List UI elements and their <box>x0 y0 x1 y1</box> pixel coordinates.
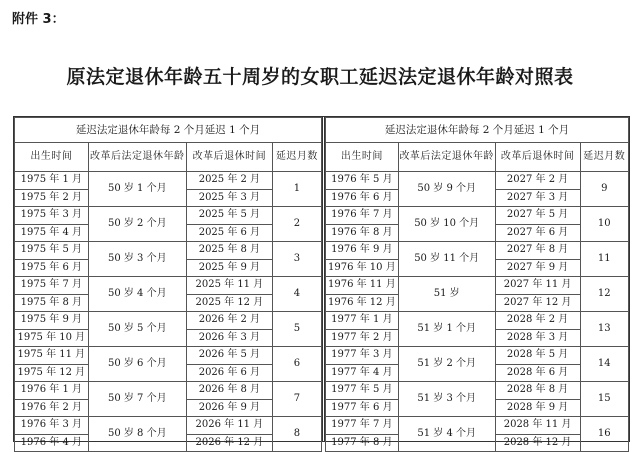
birth-date-cell: 1976 年 2 月 <box>15 399 89 417</box>
document-title: 原法定退休年龄五十周岁的女职工延迟法定退休年龄对照表 <box>66 66 574 88</box>
birth-date-cell: 1975 年 1 月 <box>15 172 89 190</box>
delay-months-cell: 13 <box>580 312 629 347</box>
retire-time-cell: 2027 年 12 月 <box>495 294 580 312</box>
retire-time-cell: 2026 年 8 月 <box>186 382 272 400</box>
delay-months-cell: 15 <box>580 382 629 417</box>
table-header-row <box>326 118 629 143</box>
retire-age-cell: 50 岁 2 个月 <box>88 207 186 242</box>
table-row <box>15 172 322 190</box>
birth-date-cell: 1975 年 5 月 <box>15 242 89 260</box>
column-header-row <box>15 143 322 172</box>
retire-time-cell: 2025 年 5 月 <box>186 207 272 225</box>
table-header: 延迟法定退休年龄每 2 个月延迟 1 个月 <box>15 118 322 143</box>
retire-time-cell: 2026 年 5 月 <box>186 347 272 365</box>
retire-age-cell: 50 岁 9 个月 <box>398 172 495 207</box>
table-row <box>15 417 322 435</box>
birth-date-cell: 1975 年 11 月 <box>15 347 89 365</box>
table-row <box>326 277 629 295</box>
delay-months-cell: 5 <box>272 312 321 347</box>
birth-date-cell: 1975 年 4 月 <box>15 224 89 242</box>
birth-date-cell: 1975 年 8 月 <box>15 294 89 312</box>
retire-age-cell: 51 岁 4 个月 <box>398 417 495 452</box>
retire-age-header: 改革后法定退休年龄 <box>88 143 186 172</box>
birth-date-header: 出生时间 <box>326 143 399 172</box>
delay-months-cell: 6 <box>272 347 321 382</box>
left-table-panel <box>14 117 323 448</box>
retire-time-cell: 2025 年 3 月 <box>186 189 272 207</box>
birth-date-cell: 1976 年 12 月 <box>326 294 399 312</box>
retire-time-cell: 2027 年 2 月 <box>495 172 580 190</box>
delay-months-cell: 1 <box>272 172 321 207</box>
table-row <box>15 207 322 225</box>
retire-time-cell: 2028 年 9 月 <box>495 399 580 417</box>
birth-date-cell: 1977 年 2 月 <box>326 329 399 347</box>
table-row <box>15 382 322 400</box>
table-header-row <box>15 118 322 143</box>
retire-age-cell: 50 岁 1 个月 <box>88 172 186 207</box>
birth-date-cell: 1977 年 4 月 <box>326 364 399 382</box>
birth-date-cell: 1975 年 12 月 <box>15 364 89 382</box>
retire-age-cell: 50 岁 5 个月 <box>88 312 186 347</box>
right-table <box>325 117 629 452</box>
retire-age-header: 改革后法定退休年龄 <box>398 143 495 172</box>
birth-date-cell: 1977 年 8 月 <box>326 434 399 452</box>
birth-date-cell: 1976 年 9 月 <box>326 242 399 260</box>
table-header: 延迟法定退休年龄每 2 个月延迟 1 个月 <box>326 118 629 143</box>
column-header-row <box>326 143 629 172</box>
table-row <box>15 242 322 260</box>
table-row <box>326 172 629 190</box>
delay-months-header: 延迟月数 <box>580 143 629 172</box>
birth-date-cell: 1977 年 6 月 <box>326 399 399 417</box>
birth-date-cell: 1977 年 1 月 <box>326 312 399 330</box>
retire-time-cell: 2028 年 2 月 <box>495 312 580 330</box>
table-row <box>326 207 629 225</box>
birth-date-header: 出生时间 <box>15 143 89 172</box>
table-row <box>326 347 629 365</box>
table-row <box>15 277 322 295</box>
retire-time-cell: 2026 年 9 月 <box>186 399 272 417</box>
delay-months-cell: 8 <box>272 417 321 452</box>
birth-date-cell: 1976 年 1 月 <box>15 382 89 400</box>
retire-age-cell: 51 岁 1 个月 <box>398 312 495 347</box>
retire-time-cell: 2027 年 9 月 <box>495 259 580 277</box>
birth-date-cell: 1975 年 6 月 <box>15 259 89 277</box>
retire-time-cell: 2026 年 3 月 <box>186 329 272 347</box>
retire-age-cell: 50 岁 10 个月 <box>398 207 495 242</box>
retire-time-cell: 2028 年 12 月 <box>495 434 580 452</box>
retire-age-cell: 51 岁 <box>398 277 495 312</box>
table-row <box>326 242 629 260</box>
retire-time-cell: 2025 年 11 月 <box>186 277 272 295</box>
delay-months-cell: 7 <box>272 382 321 417</box>
table-row <box>326 382 629 400</box>
table-row <box>326 417 629 435</box>
delay-months-cell: 9 <box>580 172 629 207</box>
birth-date-cell: 1976 年 10 月 <box>326 259 399 277</box>
retire-time-cell: 2028 年 3 月 <box>495 329 580 347</box>
birth-date-cell: 1975 年 9 月 <box>15 312 89 330</box>
table-row <box>15 347 322 365</box>
delay-months-cell: 11 <box>580 242 629 277</box>
birth-date-cell: 1977 年 5 月 <box>326 382 399 400</box>
retire-time-header: 改革后退休时间 <box>495 143 580 172</box>
delay-months-cell: 14 <box>580 347 629 382</box>
birth-date-cell: 1976 年 8 月 <box>326 224 399 242</box>
table-row <box>326 312 629 330</box>
retire-time-cell: 2026 年 11 月 <box>186 417 272 435</box>
retire-age-cell: 51 岁 3 个月 <box>398 382 495 417</box>
retire-time-cell: 2025 年 6 月 <box>186 224 272 242</box>
birth-date-cell: 1976 年 4 月 <box>15 434 89 452</box>
birth-date-cell: 1976 年 5 月 <box>326 172 399 190</box>
retire-age-cell: 50 岁 4 个月 <box>88 277 186 312</box>
retire-time-header: 改革后退休时间 <box>186 143 272 172</box>
retire-time-cell: 2026 年 2 月 <box>186 312 272 330</box>
birth-date-cell: 1975 年 10 月 <box>15 329 89 347</box>
attachment-label: 附件 3： <box>12 12 65 27</box>
retire-time-cell: 2027 年 11 月 <box>495 277 580 295</box>
right-table-panel <box>324 117 629 448</box>
retire-time-cell: 2027 年 3 月 <box>495 189 580 207</box>
table-row <box>15 312 322 330</box>
birth-date-cell: 1976 年 6 月 <box>326 189 399 207</box>
retire-time-cell: 2026 年 6 月 <box>186 364 272 382</box>
delay-months-cell: 10 <box>580 207 629 242</box>
left-table <box>14 117 322 452</box>
retire-time-cell: 2028 年 8 月 <box>495 382 580 400</box>
retire-time-cell: 2027 年 8 月 <box>495 242 580 260</box>
delay-months-cell: 2 <box>272 207 321 242</box>
birth-date-cell: 1976 年 11 月 <box>326 277 399 295</box>
delay-months-cell: 3 <box>272 242 321 277</box>
birth-date-cell: 1975 年 7 月 <box>15 277 89 295</box>
retire-age-cell: 50 岁 3 个月 <box>88 242 186 277</box>
birth-date-cell: 1977 年 3 月 <box>326 347 399 365</box>
retire-time-cell: 2027 年 6 月 <box>495 224 580 242</box>
retire-time-cell: 2025 年 8 月 <box>186 242 272 260</box>
birth-date-cell: 1975 年 3 月 <box>15 207 89 225</box>
birth-date-cell: 1977 年 7 月 <box>326 417 399 435</box>
delay-months-cell: 16 <box>580 417 629 452</box>
retire-time-cell: 2025 年 9 月 <box>186 259 272 277</box>
retire-age-cell: 50 岁 6 个月 <box>88 347 186 382</box>
retire-time-cell: 2027 年 5 月 <box>495 207 580 225</box>
birth-date-cell: 1976 年 7 月 <box>326 207 399 225</box>
retire-time-cell: 2028 年 6 月 <box>495 364 580 382</box>
birth-date-cell: 1976 年 3 月 <box>15 417 89 435</box>
comparison-tables <box>13 116 630 448</box>
delay-months-cell: 12 <box>580 277 629 312</box>
retire-time-cell: 2025 年 12 月 <box>186 294 272 312</box>
delay-months-header: 延迟月数 <box>272 143 321 172</box>
retire-age-cell: 50 岁 8 个月 <box>88 417 186 452</box>
delay-months-cell: 4 <box>272 277 321 312</box>
retire-age-cell: 51 岁 2 个月 <box>398 347 495 382</box>
retire-age-cell: 50 岁 7 个月 <box>88 382 186 417</box>
birth-date-cell: 1975 年 2 月 <box>15 189 89 207</box>
retire-time-cell: 2028 年 5 月 <box>495 347 580 365</box>
retire-age-cell: 50 岁 11 个月 <box>398 242 495 277</box>
retire-time-cell: 2026 年 12 月 <box>186 434 272 452</box>
retire-time-cell: 2025 年 2 月 <box>186 172 272 190</box>
retire-time-cell: 2028 年 11 月 <box>495 417 580 435</box>
